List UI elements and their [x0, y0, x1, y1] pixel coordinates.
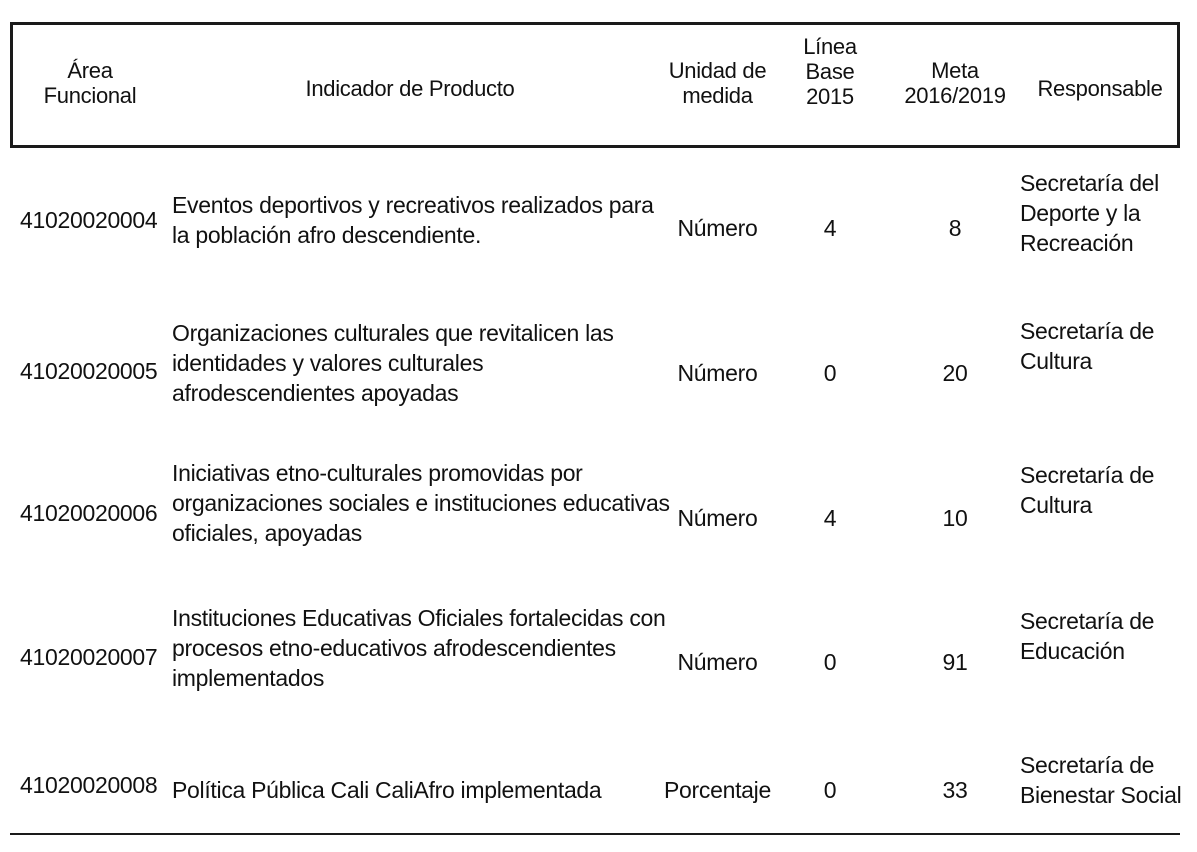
header-text: 2015: [806, 84, 854, 109]
responsible-line: Cultura: [1020, 492, 1093, 518]
header-indicador: [170, 76, 650, 101]
indicator-line: Instituciones Educativas Oficiales fortalecidas con: [172, 605, 666, 631]
row-base: 0: [823, 649, 837, 675]
indicator-line: Organizaciones culturales que revitalicen las: [172, 320, 614, 346]
indicator-line: la población afro descendiente.: [172, 222, 482, 248]
header-responsable: [1025, 76, 1175, 101]
row-responsible: [1020, 460, 1190, 520]
responsible-line: Secretaría del: [1020, 170, 1159, 196]
responsible-line: Recreación: [1020, 230, 1134, 256]
row-code: 41020020007: [20, 644, 158, 670]
row-code: 41020020004: [20, 207, 158, 233]
header-unidad: [655, 58, 780, 108]
indicator-line: implementados: [172, 665, 325, 691]
row-indicator: [172, 190, 652, 250]
row-responsible: [1020, 606, 1190, 666]
header-text: 2016/2019: [904, 83, 1006, 108]
indicator-line: identidades y valores culturales: [172, 350, 484, 376]
header-text: Base: [805, 59, 855, 84]
header-meta: [890, 58, 1020, 108]
responsible-line: Secretaría de: [1020, 462, 1155, 488]
responsible-line: Educación: [1020, 638, 1125, 664]
indicator-line: oficiales, apoyadas: [172, 520, 362, 546]
row-unit: Número: [677, 215, 758, 241]
indicator-line: Eventos deportivos y recreativos realizados para: [172, 192, 654, 218]
indicator-line: afrodescendientes apoyadas: [172, 380, 459, 406]
row-meta: 33: [942, 777, 968, 803]
header-text: Indicador de Producto: [305, 76, 515, 101]
row-code: 41020020006: [20, 500, 158, 526]
responsible-line: Secretaría de: [1020, 318, 1155, 344]
indicator-line: Política Pública Cali CaliAfro implementada: [172, 777, 602, 803]
responsible-line: Deporte y la: [1020, 200, 1141, 226]
header-text: Línea: [803, 34, 857, 59]
responsible-line: Bienestar Social: [1020, 782, 1182, 808]
row-meta: 10: [942, 505, 968, 531]
row-indicator: [172, 603, 666, 693]
header-text: Responsable: [1037, 76, 1163, 101]
row-unit: Porcentaje: [664, 777, 771, 803]
header-text: Meta: [931, 58, 979, 83]
row-indicator: [172, 458, 670, 548]
header-text: Funcional: [43, 83, 137, 108]
row-meta: 91: [942, 649, 968, 675]
row-indicator: [172, 318, 652, 408]
header-text: Área: [67, 58, 113, 83]
responsible-line: Secretaría de: [1020, 608, 1155, 634]
row-base: 0: [823, 360, 837, 386]
indicator-line: procesos etno-educativos afrodescendientes: [172, 635, 616, 661]
header-linea-base: [785, 34, 875, 109]
responsible-line: Secretaría de: [1020, 752, 1155, 778]
row-unit: Número: [677, 360, 758, 386]
header-text: Unidad de: [668, 58, 767, 83]
header-text: medida: [682, 83, 753, 108]
header-area-funcional: [20, 58, 160, 108]
row-meta: 20: [942, 360, 968, 386]
row-indicator: [172, 775, 652, 805]
row-unit: Número: [677, 505, 758, 531]
row-responsible: [1020, 316, 1190, 376]
row-base: 4: [823, 215, 837, 241]
row-code: 41020020008: [20, 772, 158, 798]
responsible-line: Cultura: [1020, 348, 1093, 374]
row-unit: Número: [677, 649, 758, 675]
indicator-line: Iniciativas etno-culturales promovidas por: [172, 460, 583, 486]
row-responsible: [1020, 750, 1190, 810]
row-base: 4: [823, 505, 837, 531]
bottom-divider: [10, 833, 1180, 835]
indicator-line: organizaciones sociales e instituciones educativas: [172, 490, 670, 516]
row-meta: 8: [948, 215, 962, 241]
row-responsible: [1020, 168, 1190, 258]
row-base: 0: [823, 777, 837, 803]
row-code: 41020020005: [20, 358, 158, 384]
